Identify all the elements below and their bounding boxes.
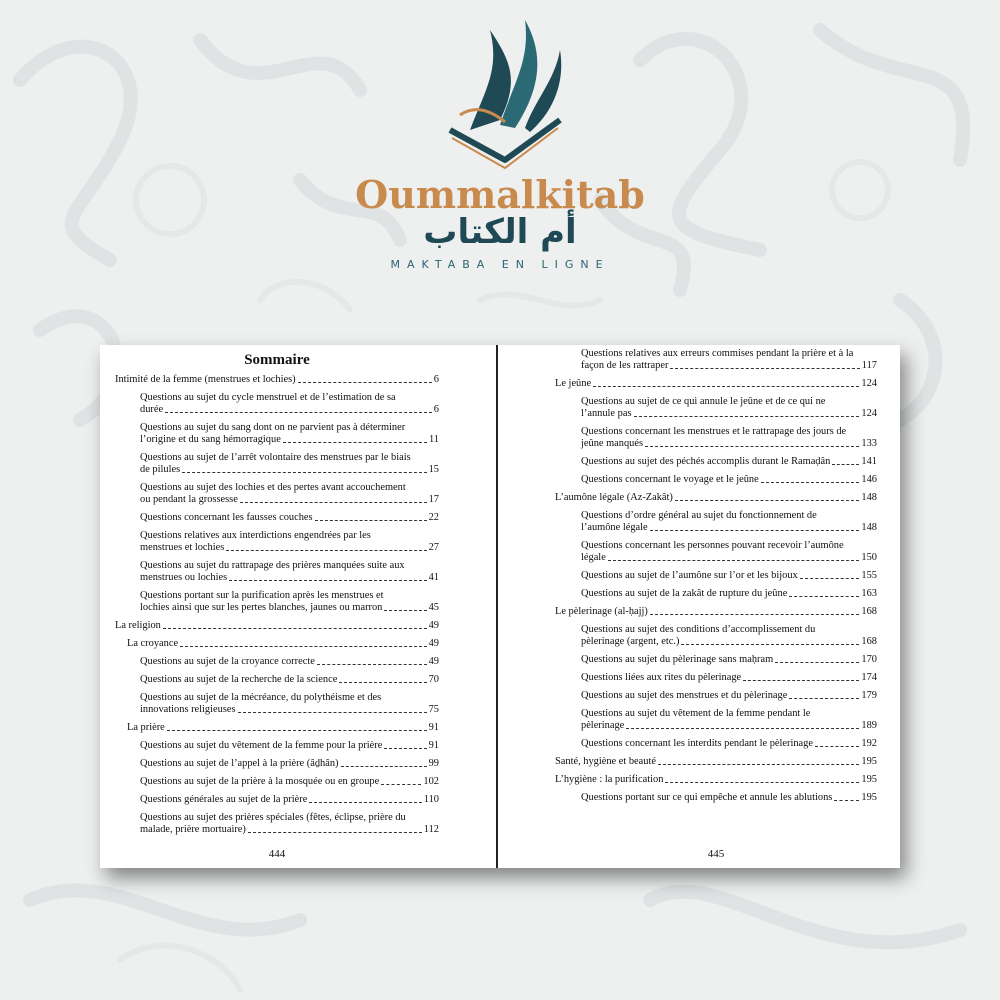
toc-page-number: 91	[428, 740, 439, 751]
toc-entry	[140, 560, 439, 584]
toc-entry	[140, 656, 439, 668]
toc-entry-title: La religion	[115, 620, 161, 631]
leader-dashes	[248, 831, 422, 833]
toc-entry	[581, 348, 877, 372]
toc-entry	[581, 474, 877, 486]
toc-entry-title: Questions au sujet du vêtement de la femme pour la prière	[140, 740, 383, 751]
toc-page-number: 195	[861, 774, 877, 785]
toc-entry	[581, 672, 877, 684]
toc-entry-title: façon de les rattraper	[581, 360, 669, 371]
toc-entry	[140, 530, 439, 554]
leader-dashes	[675, 499, 860, 501]
toc-entry	[127, 638, 439, 650]
toc-entry-title: Questions concernant les interdits pendant le pèlerinage	[581, 738, 813, 749]
leader-dashes	[339, 681, 426, 683]
toc-entry	[581, 588, 877, 600]
toc-entry-title: jeûne manqués	[581, 438, 644, 449]
toc-entry	[581, 570, 877, 582]
leader-dashes	[834, 799, 859, 801]
toc-page-number: 195	[861, 792, 877, 803]
toc-page-number: 11	[428, 434, 439, 445]
toc-page-number: 195	[861, 756, 877, 767]
leader-dashes	[743, 679, 859, 681]
toc-page-number: 41	[428, 572, 439, 583]
page-title: Sommaire	[244, 352, 310, 368]
toc-entry-title: L’aumône légale (Az-Zakât)	[555, 492, 673, 503]
toc-page-number: 17	[428, 494, 439, 505]
toc-entry-text: Questions au sujet de la mécréance, du polythéisme et des	[140, 692, 382, 703]
toc-page-number: 91	[428, 722, 439, 733]
toc-entry-title: Questions au sujet de l’aumône sur l’or et les bijoux	[581, 570, 798, 581]
toc-entry	[140, 392, 439, 416]
leader-dashes	[341, 765, 427, 767]
toc-entry	[140, 512, 439, 524]
toc-entry-text: Questions concernant les menstrues et le rattrapage des jours de	[581, 426, 847, 437]
toc-entry-title: pèlerinage	[581, 720, 625, 731]
leader-dashes	[658, 763, 859, 765]
toc-page-number: 6	[433, 404, 439, 415]
leader-dashes	[634, 415, 860, 417]
toc-list-left	[115, 374, 439, 836]
toc-entry	[115, 620, 439, 632]
toc-entry	[555, 774, 877, 786]
leader-dashes	[283, 441, 427, 443]
toc-page-number: 168	[861, 606, 877, 617]
toc-entry-text: Questions au sujet du vêtement de la femme pendant le	[581, 708, 811, 719]
leader-dashes	[226, 549, 426, 551]
toc-page-number: 27	[428, 542, 439, 553]
toc-entry-title: L’hygiène : la purification	[555, 774, 664, 785]
toc-entry-title: de pilules	[140, 464, 181, 475]
leader-dashes	[315, 519, 427, 521]
leader-dashes	[593, 385, 859, 387]
toc-page-number: 124	[861, 378, 877, 389]
leader-dashes	[238, 711, 427, 713]
leader-dashes	[775, 661, 859, 663]
toc-entry	[581, 792, 877, 804]
toc-entry-title: Questions au sujet du pèlerinage sans maḥram	[581, 654, 774, 665]
toc-entry	[140, 776, 439, 788]
toc-entry-title: Questions au sujet de la croyance correcte	[140, 656, 315, 667]
toc-entry-title: Le jeûne	[555, 378, 592, 389]
toc-entry-text: Questions au sujet des lochies et des pertes avant accouchement	[140, 482, 406, 493]
page-number-right: 445	[707, 848, 725, 860]
leader-dashes	[384, 609, 426, 611]
leader-dashes	[800, 577, 860, 579]
left-page	[115, 345, 439, 868]
toc-entry-title: La croyance	[127, 638, 179, 649]
toc-entry-title: Questions au sujet de la prière à la mosquée ou en groupe	[140, 776, 380, 787]
leader-dashes	[167, 729, 427, 731]
toc-entry	[140, 590, 439, 614]
toc-entry	[140, 452, 439, 476]
toc-page-number: 22	[428, 512, 439, 523]
toc-page-number: 141	[861, 456, 877, 467]
toc-page-number: 49	[428, 620, 439, 631]
leader-dashes	[163, 627, 427, 629]
brand-name-arabic: أم الكتاب	[423, 212, 577, 252]
page-number-left: 444	[268, 848, 286, 860]
toc-entry-title: Santé, hygiène et beauté	[555, 756, 656, 767]
toc-entry-title: Questions liées aux rites du pèlerinage	[581, 672, 742, 683]
toc-page-number: 192	[861, 738, 877, 749]
toc-page-number: 49	[428, 638, 439, 649]
toc-entry-text: Questions au sujet du rattrapage des prières manquées suite aux	[140, 560, 405, 571]
toc-entry	[140, 674, 439, 686]
toc-page-number: 117	[861, 360, 877, 371]
leader-dashes	[645, 445, 859, 447]
toc-entry	[140, 482, 439, 506]
leader-dashes	[789, 595, 859, 597]
brand-logo-icon	[430, 10, 580, 180]
toc-entry-title: Le pèlerinage (al-ḥajj)	[555, 606, 648, 617]
leader-dashes	[670, 367, 859, 369]
leader-dashes	[789, 697, 859, 699]
toc-entry-title: Intimité de la femme (menstrues et lochies)	[115, 374, 296, 385]
leader-dashes	[626, 727, 859, 729]
toc-entry-title: malade, prière mortuaire)	[140, 824, 246, 835]
leader-dashes	[317, 663, 427, 665]
toc-page-number: 148	[861, 522, 877, 533]
leader-dashes	[665, 781, 859, 783]
toc-entry-title: l’aumône légale	[581, 522, 648, 533]
toc-entry	[555, 606, 877, 618]
book-spread	[100, 345, 900, 868]
toc-page-number: 45	[428, 602, 439, 613]
toc-page-number: 75	[428, 704, 439, 715]
toc-entry	[581, 738, 877, 750]
toc-page-number: 112	[423, 824, 439, 835]
toc-page-number: 124	[861, 408, 877, 419]
leader-dashes	[815, 745, 859, 747]
leader-dashes	[182, 471, 426, 473]
toc-page-number: 110	[423, 794, 439, 805]
toc-entry	[127, 722, 439, 734]
leader-dashes	[381, 783, 421, 785]
leader-dashes	[180, 645, 427, 647]
toc-entry	[581, 510, 877, 534]
leader-dashes	[650, 613, 860, 615]
toc-entry-title: légale	[581, 552, 606, 563]
toc-entry	[140, 692, 439, 716]
toc-entry	[581, 426, 877, 450]
toc-page-number: 133	[861, 438, 877, 449]
toc-entry-text: Questions au sujet des prières spéciales (fêtes, éclipse, prière du	[140, 812, 406, 823]
toc-page-number: 150	[861, 552, 877, 563]
toc-entry-text: Questions d’ordre général au sujet du fonctionnement de	[581, 510, 817, 521]
toc-entry	[581, 690, 877, 702]
leader-dashes	[240, 501, 427, 503]
toc-entry-title: Questions concernant le voyage et le jeûne	[581, 474, 759, 485]
toc-page-number: 189	[861, 720, 877, 731]
toc-page-number: 168	[861, 636, 877, 647]
leader-dashes	[229, 579, 426, 581]
toc-entry-title: Questions concernant les fausses couches	[140, 512, 313, 523]
toc-entry	[140, 422, 439, 446]
toc-entry-text: Questions relatives aux erreurs commises pendant la prière et à la	[581, 348, 854, 359]
toc-entry-text: Questions au sujet du cycle menstruel et de l’estimation de sa	[140, 392, 396, 403]
toc-page-number: 155	[861, 570, 877, 581]
toc-page-number: 170	[861, 654, 877, 665]
toc-entry	[581, 624, 877, 648]
leader-dashes	[309, 801, 421, 803]
brand-tagline: MAKTABA EN LIGNE	[390, 258, 610, 271]
toc-entry-text: Questions au sujet de ce qui annule le jeûne et de ce qui ne	[581, 396, 826, 407]
toc-page-number: 146	[861, 474, 877, 485]
toc-entry	[140, 758, 439, 770]
toc-entry-title: innovations religieuses	[140, 704, 236, 715]
toc-entry-title: l’annule pas	[581, 408, 632, 419]
toc-entry-text: Questions concernant les personnes pouvant recevoir l’aumône	[581, 540, 844, 551]
toc-entry-title: La prière	[127, 722, 165, 733]
leader-dashes	[650, 529, 860, 531]
toc-entry-title: Questions portant sur ce qui empêche et annule les ablutions	[581, 792, 833, 803]
toc-entry-title: lochies ainsi que sur les pertes blanches, jaunes ou marron	[140, 602, 383, 613]
toc-entry	[115, 374, 439, 386]
book-gutter	[496, 345, 498, 868]
toc-entry-text: Questions au sujet du sang dont on ne parvient pas à déterminer	[140, 422, 406, 433]
toc-entry-text: Questions relatives aux interdictions engendrées par les	[140, 530, 371, 541]
toc-page-number: 70	[428, 674, 439, 685]
leader-dashes	[165, 411, 432, 413]
toc-list-right	[555, 348, 877, 804]
toc-entry-title: menstrues et lochies	[140, 542, 225, 553]
toc-entry	[555, 378, 877, 390]
toc-entry-title: menstrues ou lochies	[140, 572, 228, 583]
toc-page-number: 179	[861, 690, 877, 701]
toc-entry	[581, 396, 877, 420]
toc-entry-title: l’origine et du sang hémorragique	[140, 434, 281, 445]
toc-page-number: 6	[433, 374, 439, 385]
toc-entry-title: Questions au sujet des péchés accomplis durant le Ramaḍân	[581, 456, 831, 467]
toc-page-number: 174	[861, 672, 877, 683]
toc-entry-text: Questions au sujet des conditions d’accomplissement du	[581, 624, 816, 635]
right-page	[555, 345, 877, 868]
leader-dashes	[832, 463, 859, 465]
leader-dashes	[681, 643, 859, 645]
toc-entry	[581, 456, 877, 468]
brand-name: Oummalkitab	[355, 172, 645, 217]
toc-page-number: 102	[423, 776, 439, 787]
toc-page-number: 163	[861, 588, 877, 599]
toc-entry-text: Questions au sujet de l’arrêt volontaire des menstrues par le biais	[140, 452, 411, 463]
toc-entry-title: ou pendant la grossesse	[140, 494, 238, 505]
toc-entry-text: Questions portant sur la purification après les menstrues et	[140, 590, 384, 601]
toc-entry	[140, 740, 439, 752]
toc-entry	[555, 756, 877, 768]
leader-dashes	[298, 381, 432, 383]
toc-page-number: 148	[861, 492, 877, 503]
leader-dashes	[761, 481, 860, 483]
toc-entry	[581, 654, 877, 666]
toc-entry-title: Questions au sujet des menstrues et du pèlerinage	[581, 690, 788, 701]
toc-entry-title: Questions au sujet de la zakât de rupture du jeûne	[581, 588, 788, 599]
toc-entry-title: pèlerinage (argent, etc.)	[581, 636, 680, 647]
toc-page-number: 99	[428, 758, 439, 769]
toc-entry-title: Questions au sujet de la recherche de la science	[140, 674, 338, 685]
leader-dashes	[608, 559, 860, 561]
toc-entry	[140, 812, 439, 836]
toc-entry-title: durée	[140, 404, 164, 415]
toc-entry	[555, 492, 877, 504]
toc-entry-title: Questions générales au sujet de la prière	[140, 794, 308, 805]
toc-entry-title: Questions au sujet de l’appel à la prière (âḏhân)	[140, 758, 339, 769]
toc-entry	[581, 708, 877, 732]
toc-entry	[140, 794, 439, 806]
toc-page-number: 15	[428, 464, 439, 475]
leader-dashes	[384, 747, 426, 749]
toc-entry	[581, 540, 877, 564]
toc-page-number: 49	[428, 656, 439, 667]
